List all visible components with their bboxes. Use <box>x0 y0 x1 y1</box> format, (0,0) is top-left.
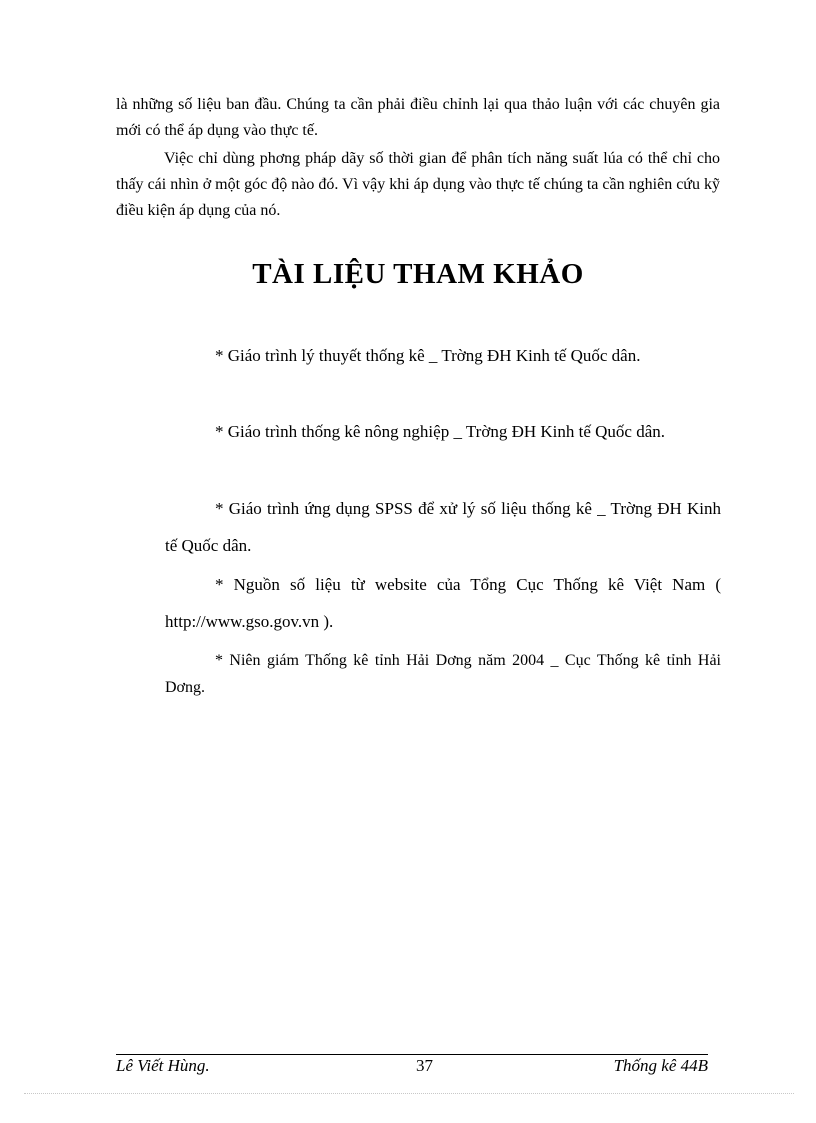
footer-author: Lê Viết Hùng. <box>116 1056 210 1075</box>
reference-item: * Nguồn số liệu từ website của Tổng Cục Thống kê Việt Nam ( http://www.gso.gov.vn ). <box>165 575 721 631</box>
footer-class: Thống kê 44B <box>613 1056 708 1075</box>
reference-item: * Giáo trình lý thuyết thống kê _ Trờng ĐH Kinh tế Quốc dân. <box>215 346 641 365</box>
page-edge <box>24 1093 794 1094</box>
reference-item: * Niên giám Thống kê tỉnh Hải Dơng năm 2004 _ Cục Thống kê tỉnh Hải Dơng. <box>165 652 721 696</box>
reference-item: * Giáo trình ứng dụng SPSS để xử lý số liệu thống kê _ Trờng ĐH Kinh tế Quốc dân. <box>165 499 721 555</box>
references-title: TÀI LIỆU THAM KHẢO <box>252 258 584 290</box>
reference-item: * Giáo trình thống kê nông nghiệp _ Trờng ĐH Kinh tế Quốc dân. <box>215 422 666 441</box>
body-paragraph-2: Việc chỉ dùng phơng pháp dãy số thời gian để phân tích năng suất lúa có thể chỉ cho thấy cái nhìn ở một góc độ nào đó. Vì vậy khi áp dụng vào thực tế chúng ta cần nghiên cứu kỹ điều kiện áp dụng của nó. <box>116 150 720 219</box>
body-paragraph-1: là những số liệu ban đầu. Chúng ta cần phải điều chỉnh lại qua thảo luận với các chuyên gia mới có thể áp dụng vào thực tế. <box>116 96 720 139</box>
footer-page-number: 37 <box>416 1056 433 1075</box>
footer-divider <box>116 1054 708 1055</box>
